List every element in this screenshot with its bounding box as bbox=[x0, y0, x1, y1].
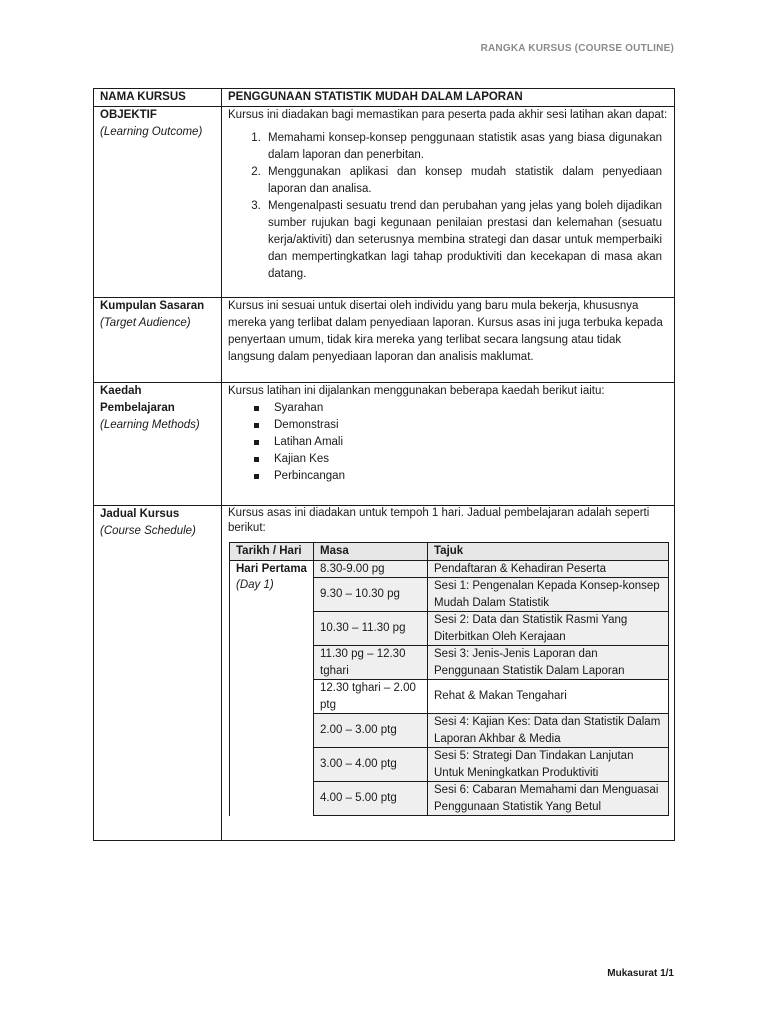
audience-row bbox=[94, 298, 675, 383]
schedule-day-sub: (Day 1) bbox=[236, 579, 274, 591]
schedule-time: 4.00 – 5.00 ptg bbox=[314, 782, 428, 816]
methods-label-cell bbox=[94, 383, 222, 506]
course-outline-table bbox=[93, 88, 675, 841]
schedule-label-cell bbox=[94, 506, 222, 841]
schedule-time: 2.00 – 3.00 ptg bbox=[314, 714, 428, 748]
course-name-value: PENGGUNAAN STATISTIK MUDAH DALAM LAPORAN bbox=[222, 89, 675, 107]
schedule-header-row bbox=[230, 543, 669, 561]
objective-label: OBJEKTIF bbox=[100, 109, 157, 121]
schedule-topic: Pendaftaran & Kehadiran Peserta bbox=[428, 560, 669, 578]
method-item: Latihan Amali bbox=[254, 434, 668, 451]
schedule-topic: Sesi 3: Jenis-Jenis Laporan dan Penggunaan Statistik Dalam Laporan bbox=[428, 646, 669, 680]
methods-intro: Kursus latihan ini dijalankan menggunakan beberapa kaedah berikut iaitu: bbox=[228, 385, 605, 397]
methods-content bbox=[222, 383, 675, 506]
schedule-day-cell bbox=[230, 560, 314, 816]
objective-intro: Kursus ini diadakan bagi memastikan para peserta pada akhir sesi latihan akan dapat: bbox=[228, 109, 668, 121]
objective-item: 1. Memahami konsep-konsep penggunaan statistik asas yang biasa digunakan dalam laporan dan penerbitan. bbox=[264, 130, 662, 164]
schedule-time: 11.30 pg – 12.30 tghari bbox=[314, 646, 428, 680]
schedule-time: 10.30 – 11.30 pg bbox=[314, 612, 428, 646]
audience-text: Kursus ini sesuai untuk disertai oleh individu yang baru mula bekerja, khususnya mereka yang terlibat dalam penyediaan laporan. Kursus asas ini juga terbuka kepada penyertaan umum, tidak kira mereka yang terlibat secara langsung atau tidak langsung dalam penyediaan laporan dan analisis maklumat. bbox=[228, 300, 663, 363]
schedule-topic: Sesi 6: Cabaran Memahami dan Menguasai Penggunaan Statistik Yang Betul bbox=[428, 782, 669, 816]
schedule-sub: (Course Schedule) bbox=[100, 525, 196, 537]
method-item: Syarahan bbox=[254, 400, 668, 417]
schedule-header-date: Tarikh / Hari bbox=[230, 543, 314, 561]
table-row bbox=[230, 560, 669, 578]
audience-label: Kumpulan Sasaran bbox=[100, 300, 205, 312]
schedule-time: 12.30 tghari – 2.00 ptg bbox=[314, 680, 428, 714]
methods-row bbox=[94, 383, 675, 506]
objective-label-cell bbox=[94, 107, 222, 298]
audience-sub: (Target Audience) bbox=[100, 317, 191, 329]
schedule-header-time: Masa bbox=[314, 543, 428, 561]
methods-sub: (Learning Methods) bbox=[100, 419, 200, 431]
course-name-label: NAMA KURSUS bbox=[94, 89, 222, 107]
schedule-label: Jadual Kursus bbox=[100, 508, 180, 520]
schedule-content bbox=[222, 506, 675, 841]
method-item: Demonstrasi bbox=[254, 417, 668, 434]
schedule-topic: Sesi 4: Kajian Kes: Data dan Statistik Dalam Laporan Akhbar & Media bbox=[428, 714, 669, 748]
audience-content bbox=[222, 298, 675, 383]
audience-label-cell bbox=[94, 298, 222, 383]
objective-row bbox=[94, 107, 675, 298]
schedule-topic: Sesi 2: Data dan Statistik Rasmi Yang Diterbitkan Oleh Kerajaan bbox=[428, 612, 669, 646]
schedule-day-label: Hari Pertama bbox=[236, 562, 307, 575]
method-item: Kajian Kes bbox=[254, 451, 668, 468]
objective-item: 2. Menggunakan aplikasi dan konsep mudah statistik dalam penyediaan laporan dan analisa. bbox=[264, 164, 662, 198]
objective-item: 3. Mengenalpasti sesuatu trend dan perubahan yang jelas yang boleh dijadikan sumber rujukan bagi kegunaan penilaian prestasi dan kelemahan (sesuatu kerja/aktiviti) dan seterusnya membina strategi dan dasar untuk memperbaiki dan mempertingkatkan lagi tahap produktiviti dan kecekapan di masa akan datang. bbox=[264, 198, 662, 283]
schedule-row bbox=[94, 506, 675, 841]
methods-list bbox=[254, 400, 668, 485]
method-item: Perbincangan bbox=[254, 468, 668, 485]
schedule-time: 3.00 – 4.00 ptg bbox=[314, 748, 428, 782]
document-header: RANGKA KURSUS (COURSE OUTLINE) bbox=[480, 43, 674, 54]
page-number: Mukasurat 1/1 bbox=[607, 968, 674, 979]
methods-label: Kaedah Pembelajaran bbox=[100, 385, 175, 414]
schedule-topic: Sesi 1: Pengenalan Kepada Konsep-konsep Mudah Dalam Statistik bbox=[428, 578, 669, 612]
objective-list bbox=[256, 130, 662, 283]
schedule-intro: Kursus asas ini diadakan untuk tempoh 1 hari. Jadual pembelajaran adalah seperti berikut: bbox=[228, 507, 650, 534]
schedule-header-topic: Tajuk bbox=[428, 543, 669, 561]
schedule-table bbox=[229, 542, 669, 816]
schedule-time: 8.30-9.00 pg bbox=[314, 560, 428, 578]
schedule-topic: Sesi 5: Strategi Dan Tindakan Lanjutan Untuk Meningkatkan Produktiviti bbox=[428, 748, 669, 782]
objective-content bbox=[222, 107, 675, 298]
course-name-row bbox=[94, 89, 675, 107]
schedule-topic: Rehat & Makan Tengahari bbox=[428, 680, 669, 714]
objective-sub: (Learning Outcome) bbox=[100, 126, 203, 138]
schedule-time: 9.30 – 10.30 pg bbox=[314, 578, 428, 612]
